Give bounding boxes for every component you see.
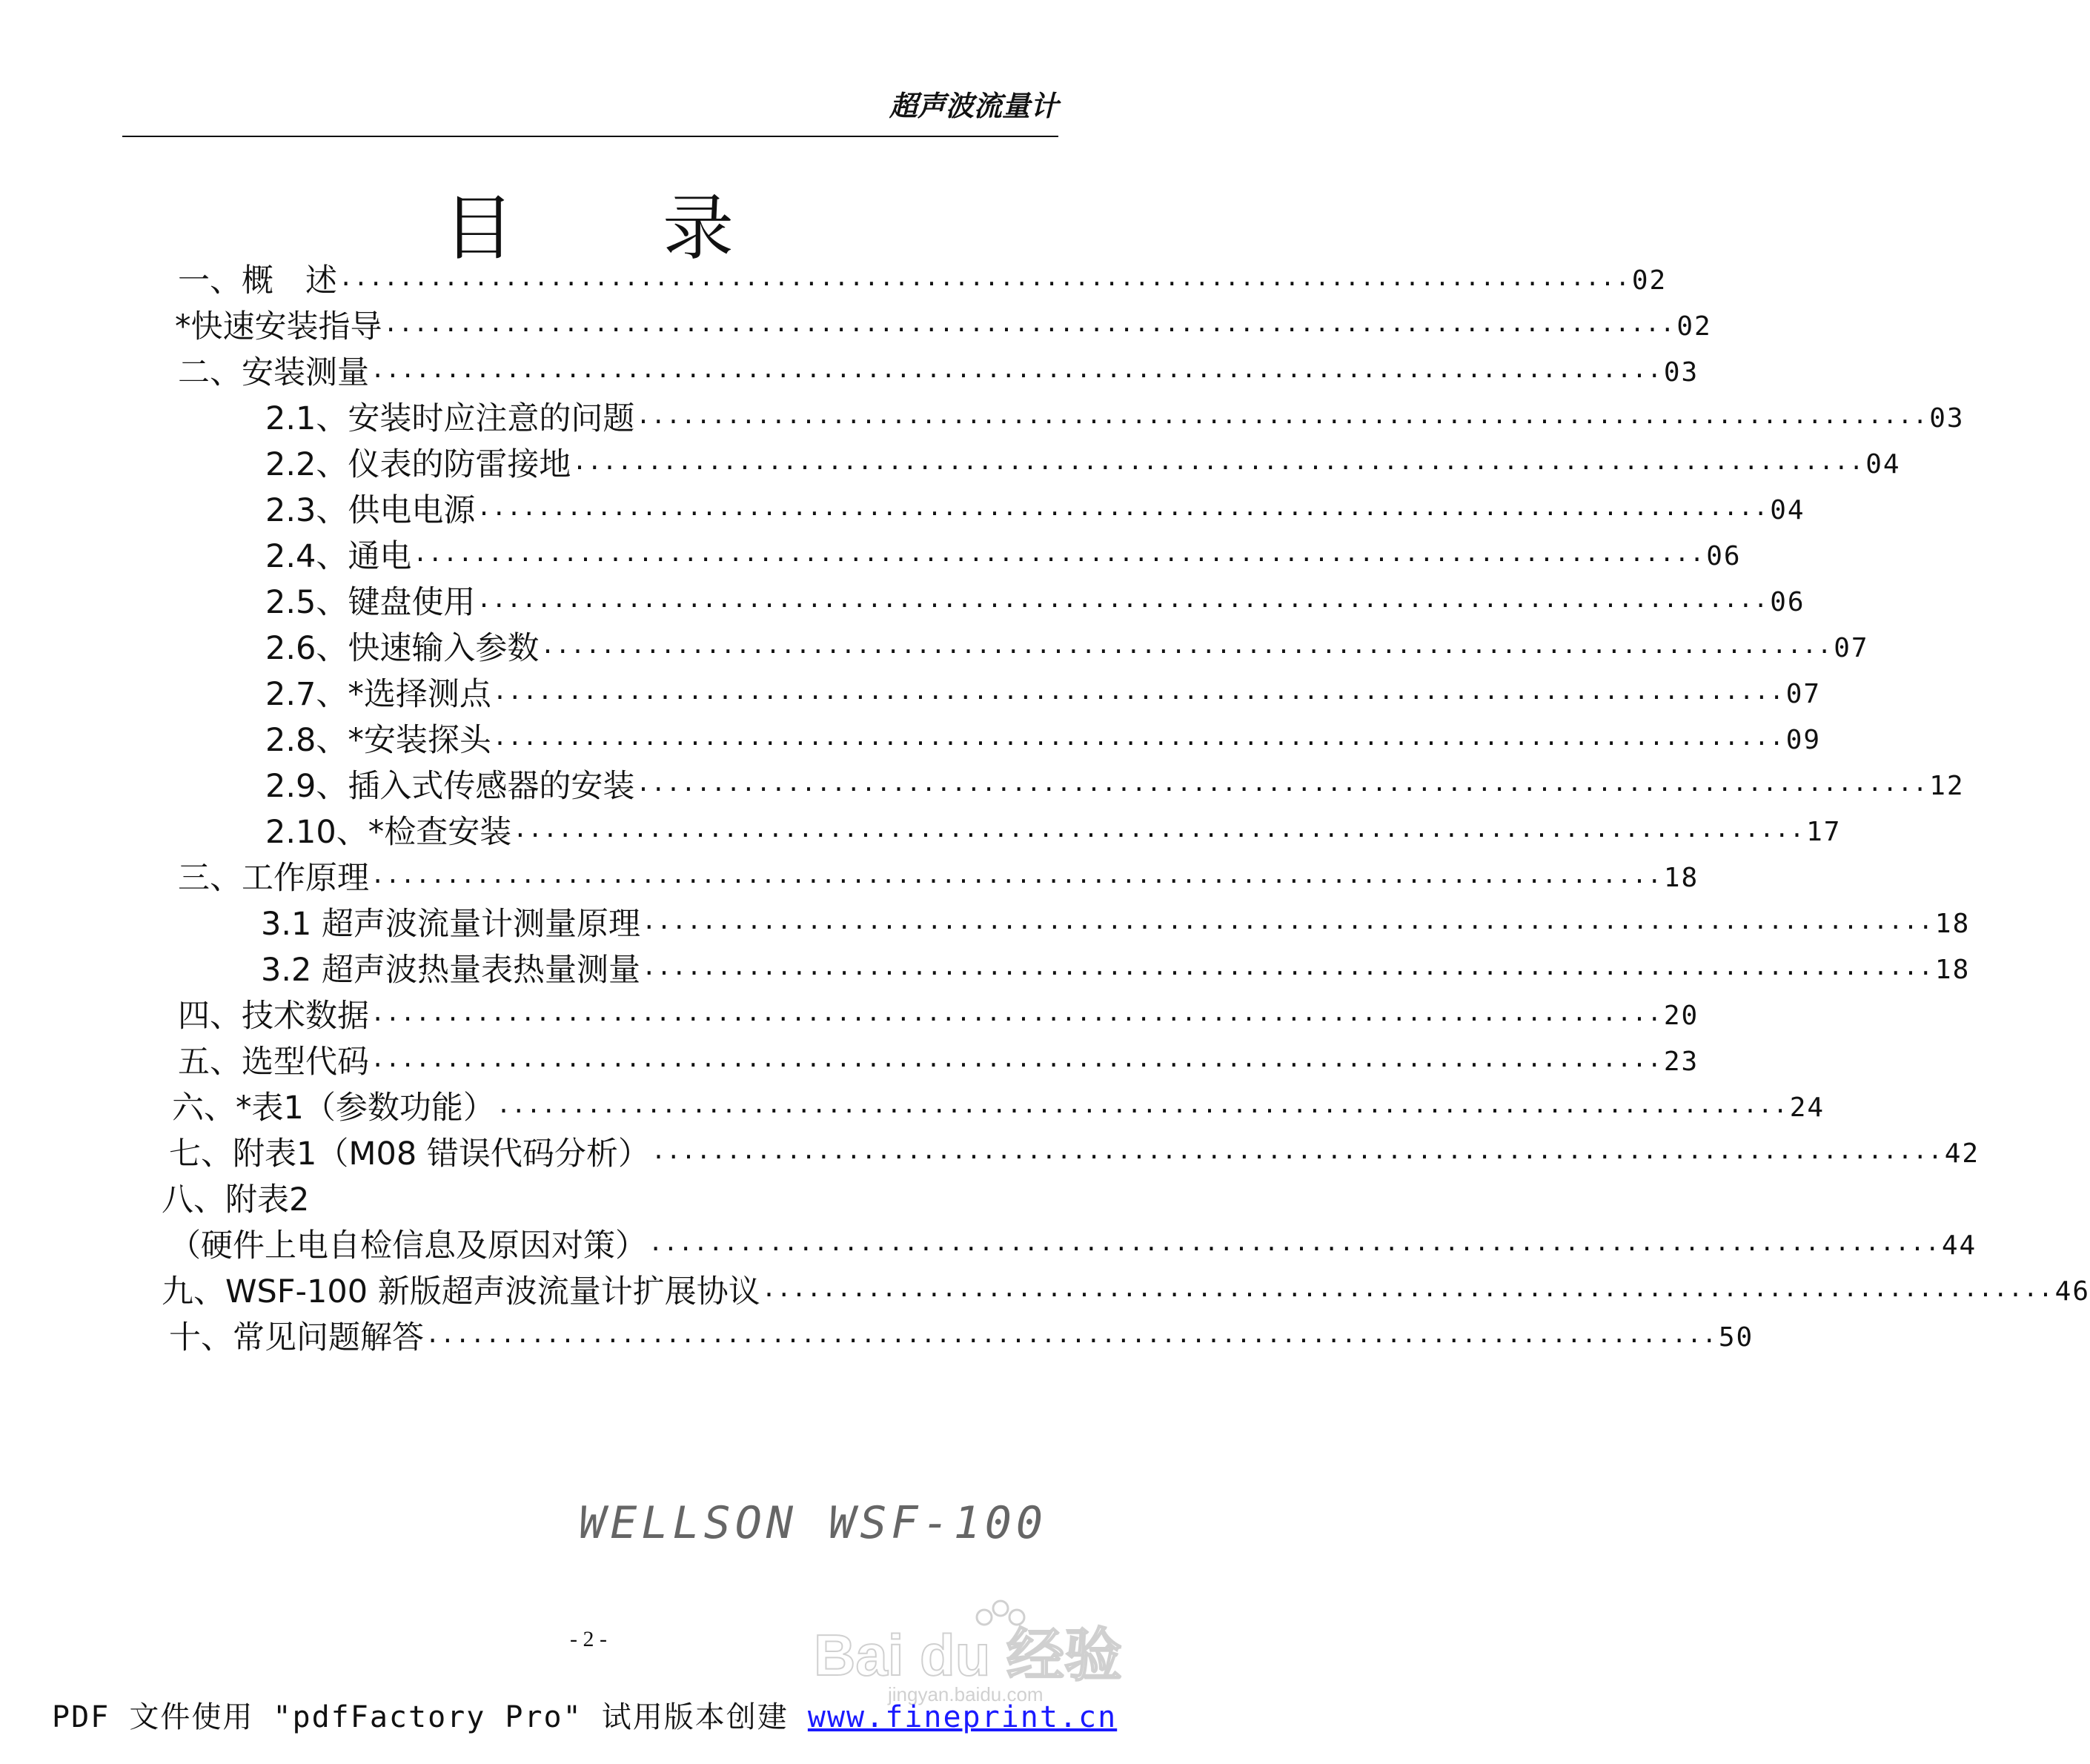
toc-entry-page: 06 xyxy=(1770,587,1805,617)
toc-leader: ······················································································ xyxy=(371,867,1662,895)
toc-entry-page: 24 xyxy=(1789,1092,1825,1123)
toc-entry[interactable] xyxy=(178,859,1699,898)
toc-entry-page: 20 xyxy=(1663,1001,1699,1031)
brand-text: WELLSON WSF-100 xyxy=(579,1497,1047,1549)
toc-leader: ······················································································ xyxy=(477,500,1769,528)
toc-entry[interactable] xyxy=(169,1319,1754,1357)
toc-entry-label: 2.10、*检查安装 xyxy=(265,814,512,851)
toc-entry[interactable] xyxy=(261,905,1971,944)
watermark-url: jingyan.baidu.com xyxy=(888,1683,1044,1705)
toc-leader: ······················································································ xyxy=(371,1005,1662,1033)
toc-entry[interactable] xyxy=(265,491,1805,530)
toc-entry-page: 09 xyxy=(1785,725,1822,755)
toc-entry-label: 2.3、供电电源 xyxy=(265,492,476,529)
toc-entry-label: 九、WSF-100 新版超声波流量计扩展协议 xyxy=(162,1273,760,1310)
toc-entry-page: 44 xyxy=(1941,1230,1977,1261)
toc-entry[interactable] xyxy=(261,951,1971,989)
toc-entry-label: 三、工作原理 xyxy=(178,860,369,897)
toc-entry-page: 04 xyxy=(1770,495,1805,525)
toc-entry-label: 二、安装测量 xyxy=(178,354,369,391)
header-title: 超声波流量计 xyxy=(889,90,1058,122)
toc-entry-label: 3.1 超声波流量计测量原理 xyxy=(261,906,641,943)
toc-leader: ······················································································ xyxy=(492,683,1785,712)
toc-leader: ······················································································ xyxy=(477,591,1769,620)
toc-entry-page: 17 xyxy=(1806,817,1842,847)
toc-entry-page: 02 xyxy=(1631,265,1668,296)
toc-entry-label: 2.9、插入式传感器的安装 xyxy=(265,768,635,805)
toc-entry-page: 50 xyxy=(1718,1322,1754,1353)
toc-entry[interactable] xyxy=(172,1089,1825,1127)
pdf-footer xyxy=(52,1694,1117,1736)
toc-entry[interactable] xyxy=(265,767,1965,806)
toc-entry-page: 03 xyxy=(1929,403,1965,434)
toc-leader: ······················································································ xyxy=(425,1327,1717,1355)
toc-leader: ······················································································ xyxy=(496,1097,1788,1125)
toc-entry-page: 07 xyxy=(1834,633,1869,663)
toc-entry-label: 2.5、键盘使用 xyxy=(265,584,476,621)
toc-entry-label: 2.6、快速输入参数 xyxy=(265,630,540,667)
page-number: - 2 - xyxy=(570,1627,607,1651)
toc-entry-page: 03 xyxy=(1663,357,1699,388)
toc-entry[interactable] xyxy=(175,308,1712,346)
toc-entry-label: 五、选型代码 xyxy=(178,1044,369,1081)
toc-entry-page: 23 xyxy=(1663,1047,1699,1077)
toc-leader: ······················································································ xyxy=(413,546,1705,574)
toc-entry[interactable] xyxy=(169,1227,1977,1265)
toc-entry[interactable] xyxy=(178,354,1699,392)
toc-entry[interactable] xyxy=(178,1043,1699,1081)
toc-leader: ······················································································ xyxy=(648,1235,1940,1263)
toc-entry-page: 04 xyxy=(1865,449,1901,480)
toc-entry-page: 18 xyxy=(1934,955,1971,985)
toc-entry[interactable] xyxy=(162,1181,606,1219)
toc-entry-label: 2.8、*安装探头 xyxy=(265,722,491,759)
toc-leader: ······················································································ xyxy=(636,408,1928,436)
toc-leader: ······················································································ xyxy=(540,637,1833,666)
toc-leader: ······················································································ xyxy=(642,959,1934,987)
toc-entry[interactable] xyxy=(265,399,1965,438)
toc-entry-page: 46 xyxy=(2054,1276,2090,1307)
toc-entry-page: 02 xyxy=(1676,311,1712,342)
toc-leader: ······················································································ xyxy=(339,270,1630,298)
toc-leader: ······················································································ xyxy=(636,775,1928,803)
toc-leader: ······················································································ xyxy=(651,1143,1943,1171)
watermark-logo: Bai du 经验 xyxy=(814,1622,1123,1688)
toc-entry[interactable] xyxy=(178,997,1699,1035)
toc-entry-label: 七、附表1（M08 错误代码分析） xyxy=(169,1135,650,1173)
toc-entry[interactable] xyxy=(265,813,1842,852)
toc-entry-page: 18 xyxy=(1934,909,1971,939)
toc-entry-label: 2.7、*选择测点 xyxy=(265,676,491,713)
toc-entry[interactable] xyxy=(178,262,1668,300)
toc-leader: ······················································································ xyxy=(371,362,1662,390)
toc-entry[interactable] xyxy=(265,675,1822,714)
toc-entry-label: 八、附表2 xyxy=(162,1181,310,1218)
toc-entry-page: 42 xyxy=(1944,1138,1980,1169)
footer-text: PDF 文件使用 "pdfFactory Pro" 试用版本创建 xyxy=(52,1700,808,1734)
toc-entry-page: 06 xyxy=(1706,541,1742,571)
toc-entry-page: 18 xyxy=(1663,863,1699,893)
toc-entry-label: 3.2 超声波热量表热量测量 xyxy=(261,952,641,989)
footer-link[interactable]: www.fineprint.cn xyxy=(807,1700,1118,1734)
toc-leader: ······················································································ xyxy=(492,729,1785,757)
toc-entry-label: 十、常见问题解答 xyxy=(169,1319,424,1356)
toc-entry-label: 一、概 述 xyxy=(178,262,337,299)
toc-entry-label: *快速安装指导 xyxy=(175,308,382,345)
toc-entry[interactable] xyxy=(265,721,1822,760)
toc-entry[interactable] xyxy=(162,1273,2090,1311)
header-divider xyxy=(122,136,1058,137)
toc-leader: ······················································································ xyxy=(642,913,1934,941)
toc-entry-label: 四、技术数据 xyxy=(178,998,369,1035)
toc-entry[interactable] xyxy=(265,537,1742,576)
toc-entry-label: （硬件上电自检信息及原因对策） xyxy=(169,1227,647,1264)
toc-entry-page: 12 xyxy=(1929,771,1965,801)
toc-entry[interactable] xyxy=(265,445,1901,484)
toc-entry-label: 六、*表1（参数功能） xyxy=(172,1090,495,1127)
toc-entry-page: 07 xyxy=(1785,679,1822,709)
toc-leader: ······················································································ xyxy=(572,454,1865,482)
page-title: 目录 xyxy=(443,187,882,270)
toc-leader: ······················································································ xyxy=(513,821,1805,849)
toc-entry[interactable] xyxy=(169,1135,1980,1173)
toc-leader: ······················································································ xyxy=(761,1281,2054,1309)
toc-entry-label: 2.1、安装时应注意的问题 xyxy=(265,400,635,437)
toc-leader: ······················································································ xyxy=(383,316,1676,344)
toc-entry-label: 2.2、仪表的防雷接地 xyxy=(265,446,571,483)
toc-entry[interactable] xyxy=(265,629,1869,668)
toc-entry-label: 2.4、通电 xyxy=(265,538,412,575)
toc-leader: ······················································································ xyxy=(371,1051,1662,1079)
toc-entry[interactable] xyxy=(265,583,1805,622)
